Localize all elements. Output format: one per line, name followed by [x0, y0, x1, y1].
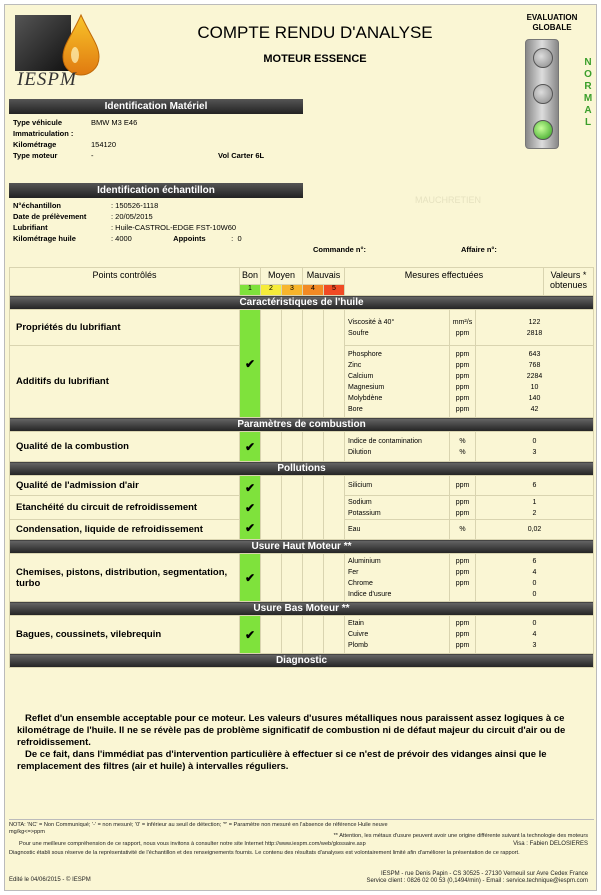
report-page: [4, 4, 597, 891]
section-title-huile: Caractéristiques de l'huile: [10, 296, 594, 310]
footer-edited: Edité le 04/06/2015 - © IESPM: [9, 877, 91, 883]
table-header-row: [10, 268, 594, 285]
row-label: Chemises, pistons, distribution, segmentation, turbo: [10, 554, 240, 602]
echantillon-info: N°échantillon : 150526-1118 Date de prélèvement : 20/05/2015 Lubrifiant : Huile-CASTROL-EDGE FST-10W60 Kilométrage huile : 4000 Appoints : 0: [13, 201, 242, 243]
traffic-light-green: [533, 120, 553, 140]
traffic-light-top: [533, 48, 553, 68]
footer-note-2: ** Attention, les métaux d'usure peuvent avoir une origine différente suivant la technologie des moteurs: [333, 833, 588, 839]
table-row: Propriétés du lubrifiant ✔ Viscosité à 40° Soufre mm²/s ppm 122 2818: [10, 310, 594, 346]
table-row: Condensation, liquide de refroidissement Eau % 0,02: [10, 520, 594, 540]
header-valeurs: Valeurs * obtenues: [544, 268, 594, 296]
section-title-usure-haut: Usure Haut Moteur **: [10, 540, 594, 554]
check-icon: ✔: [244, 480, 256, 495]
check-icon: ✔: [244, 500, 256, 515]
materiel-info: Type véhicule BMW M3 E46 Immatriculation : Kilométrage 154120 Type moteur - Vol Carter 6L: [13, 118, 265, 160]
materiel-section-title: Identification Matériel: [9, 99, 303, 114]
level-cell-bon: [240, 432, 261, 462]
footer-note-3: Pour une meilleure compréhension de ce rapport, nous vous invitons à consulter notre site Internet http://www.iespm.com/web/glossaire.asp: [19, 841, 366, 847]
traffic-light-middle: [533, 84, 553, 104]
footer-note-4: Diagnostic établi sous réserve de la représentativité de l'échantillon et des renseignements fournis. Le contenu des résultats d'analyses est volontairement limité afin d'améliorer la présentation de ce rapport.: [9, 850, 520, 856]
section-title-combustion: Paramètres de combustion: [10, 418, 594, 432]
header-mauvais: Mauvais: [303, 268, 345, 285]
header-bon: Bon: [240, 268, 261, 285]
level-5: 5: [324, 285, 345, 296]
ghost-name: MAUCHRETIEN: [415, 195, 482, 205]
footer-visa: Visa : Fabien DELOSIERES: [513, 841, 588, 847]
check-icon: ✔: [244, 439, 256, 454]
row-label: Etanchéité du circuit de refroidissement: [10, 496, 240, 520]
header-moyen: Moyen: [261, 268, 303, 285]
logo-text: IESPM: [17, 69, 77, 90]
evaluation-status: N O R M A L: [583, 57, 593, 128]
footer-notes: NOTA: 'NC' = Non Communiqué; '-' = non mesuré; '0' = inférieur au seuil de détection; '*' = Paramètre non mesuré en l'absence de référence Huile neuve mg/kg<=>ppm: [9, 819, 594, 836]
check-icon: ✔: [244, 356, 256, 371]
level-4: 4: [303, 285, 324, 296]
report-title: COMPTE RENDU D'ANALYSE: [197, 23, 433, 42]
level-cell-bon: [240, 554, 261, 602]
level-cell-bon: [240, 310, 261, 418]
row-label: Condensation, liquide de refroidissement: [10, 520, 240, 540]
table-row: Qualité de la combustion ✔ Indice de contamination Dilution % % 0 3: [10, 432, 594, 462]
section-title-diagnostic: Diagnostic: [10, 654, 594, 668]
level-1: 1: [240, 285, 261, 296]
check-icon: ✔: [244, 570, 256, 585]
affaire-label: Affaire n°:: [461, 245, 497, 254]
table-row: Additifs du lubrifiant Phosphore Zinc Calcium Magnesium Molybdène Bore ppm ppm ppm ppm ppm ppm 643 768 2284 10 140 42: [10, 346, 594, 418]
report-subtitle: MOTEUR ESSENCE: [263, 53, 367, 65]
row-label: Bagues, coussinets, vilebrequin: [10, 616, 240, 654]
section-title-pollutions: Pollutions: [10, 462, 594, 476]
commande-label: Commande n°:: [313, 245, 367, 254]
table-row: Chemises, pistons, distribution, segmentation, turbo ✔ Aluminium Fer Chrome Indice d'usure ppm ppm ppm 6 4 0 0: [10, 554, 594, 602]
echantillon-section-title: Identification échantillon: [9, 183, 303, 198]
header-points: Points contrôlés: [10, 268, 240, 296]
row-label: Additifs du lubrifiant: [10, 346, 240, 418]
diagnostic-paragraph-1: Reflet d'un ensemble acceptable pour ce moteur. Les valeurs d'usures métalliques nous paraissent assez logiques à ce kilométrage de l'huile. Il ne se révèle pas de problème significatif de combustion ni de défaut majeur du circuit d'air ou de refroidissement.: [17, 713, 566, 748]
level-cell-bon: [240, 616, 261, 654]
level-cell-bon: [240, 476, 261, 540]
level-2: 2: [261, 285, 282, 296]
table-row: Qualité de l'admission d'air ✔ ✔ ✔ Silicium ppm 6: [10, 476, 594, 496]
header-mesures: Mesures effectuées: [345, 268, 544, 296]
row-label: Qualité de l'admission d'air: [10, 476, 240, 496]
traffic-light: [525, 39, 559, 149]
level-3: 3: [282, 285, 303, 296]
footer-address: IESPM - rue Denis Papin - CS 30525 - 27130 Verneuil sur Avre Cedex France Service client : 0826 02 00 53 (0,1494/min) - Email : service.technique@iespm.com: [366, 871, 588, 884]
diagnostic-paragraph-2: De ce fait, dans l'immédiat pas d'intervention particulière à effectuer si ce n'est de prévoir des vidanges ainsi que le remplacement des filtres (air et huile) à intervalles réguliers.: [17, 749, 547, 772]
global-evaluation-title: EVALUATION GLOBALE: [526, 13, 578, 32]
row-label: Propriétés du lubrifiant: [10, 310, 240, 346]
check-icon: ✔: [244, 627, 256, 642]
section-title-usure-bas: Usure Bas Moteur **: [10, 602, 594, 616]
table-row: Bagues, coussinets, vilebrequin ✔ Etain Cuivre Plomb ppm ppm ppm 0 4 3: [10, 616, 594, 654]
diagnostic-text: [17, 713, 587, 773]
check-icon: ✔: [244, 520, 256, 535]
row-label: Qualité de la combustion: [10, 432, 240, 462]
results-table: [9, 267, 594, 668]
table-row: Etanchéité du circuit de refroidissement Sodium Potassium ppm ppm 1 2: [10, 496, 594, 520]
